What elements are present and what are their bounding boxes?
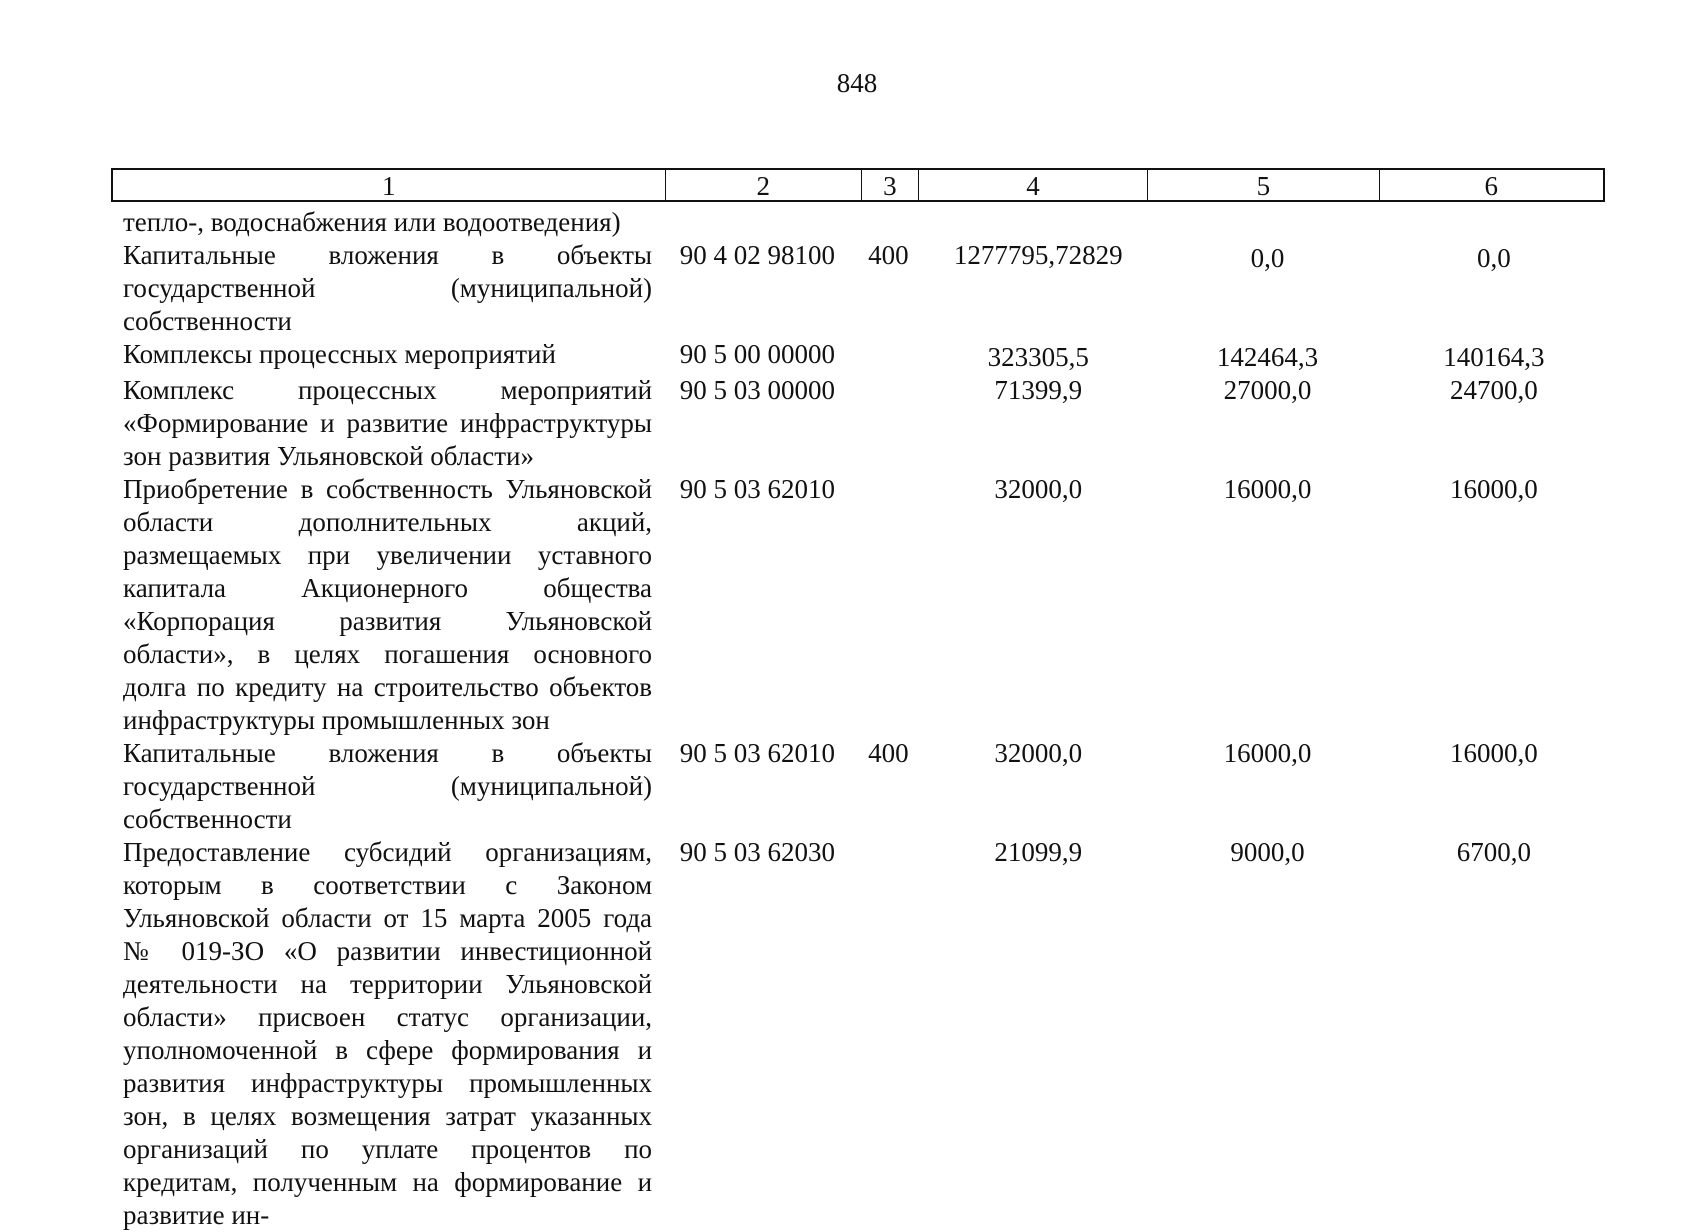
row-value-5: 16000,0	[1223, 474, 1312, 504]
row-code: 90 4 02 98100	[679, 240, 835, 270]
row-class: 400	[868, 240, 909, 270]
row-value-6: 16000,0	[1449, 738, 1538, 768]
row-name: Приобретение в собственность Ульяновской области дополнительных акций, размещаемых при увеличении уставного капитала Акционерного общества «Корпорация развития Ульяновской области», в целях погашения основного долга по кредиту на строительство объектов инфраструктуры промышленных зон	[123, 474, 653, 735]
row-name: тепло-, водоснабжения или водоотведения)	[123, 207, 621, 237]
header-col-1: 1	[113, 170, 666, 200]
table-row	[111, 239, 1605, 338]
row-code: 90 5 03 00000	[679, 375, 835, 405]
row-value-5: 142464,3	[1216, 342, 1319, 372]
row-name: Предоставление субсидий организациям, которым в соответствии с Законом Ульяновской области от 15 марта 2005 года № 019-ЗО «О развитии инвестиционной деятельности на территории Ульяновской области» присвоен статус организации, уполномоченной в сфере формирования и развития инфраструктуры промышленных зон, в целях возмещения затрат указанных организаций по уплате процентов по кредитам, полученным на формирование и развитие ин-	[123, 837, 653, 1230]
row-value-4: 1277795,72829	[953, 240, 1123, 270]
row-class	[853, 374, 924, 473]
row-value-4	[924, 206, 1152, 239]
row-code: 90 5 00 00000	[679, 339, 835, 369]
row-code: 90 5 03 62010	[679, 474, 835, 504]
row-value-4: 323305,5	[987, 342, 1089, 372]
row-value-6: 140164,3	[1443, 342, 1545, 372]
row-name: Капитальные вложения в объекты государственной (муниципальной) собственности	[123, 738, 653, 834]
row-value-6: 24700,0	[1449, 375, 1538, 405]
table-body	[111, 206, 1605, 1232]
row-name: Комплекс процессных мероприятий «Формирование и развитие инфраструктуры зон развития Ульяновской области»	[123, 375, 653, 471]
row-value-6: 6700,0	[1456, 837, 1531, 867]
row-value-6	[1383, 206, 1605, 239]
row-value-4: 32000,0	[994, 738, 1083, 768]
row-class: 400	[868, 738, 909, 768]
row-class	[853, 836, 924, 1232]
header-col-4: 4	[919, 170, 1148, 200]
table-header	[111, 168, 1605, 202]
row-code: 90 5 03 62030	[679, 837, 835, 867]
table-row	[111, 473, 1605, 737]
page-number: 848	[836, 68, 878, 98]
row-value-5: 27000,0	[1223, 375, 1312, 405]
row-code: 90 5 03 62010	[679, 738, 835, 768]
header-col-5: 5	[1148, 170, 1379, 200]
row-name: Капитальные вложения в объекты государственной (муниципальной) собственности	[123, 240, 653, 336]
row-class	[853, 473, 924, 737]
table-row	[111, 374, 1605, 473]
row-code	[662, 206, 853, 239]
row-value-4: 21099,9	[994, 837, 1083, 867]
table-row	[111, 338, 1605, 374]
header-col-2: 2	[666, 170, 862, 200]
row-value-5: 16000,0	[1223, 738, 1312, 768]
row-class	[853, 338, 924, 374]
table-row	[111, 836, 1605, 1232]
row-value-4: 32000,0	[994, 474, 1083, 504]
table-row	[111, 737, 1605, 836]
row-value-4: 71399,9	[994, 375, 1083, 405]
row-value-6: 0,0	[1476, 243, 1511, 273]
header-col-6: 6	[1484, 171, 1499, 201]
table-row	[111, 206, 1605, 239]
row-value-5: 0,0	[1250, 243, 1285, 273]
row-class	[853, 206, 924, 239]
row-name: Комплексы процессных мероприятий	[123, 339, 556, 369]
row-value-6: 16000,0	[1449, 474, 1538, 504]
row-value-5: 9000,0	[1230, 837, 1305, 867]
row-value-5	[1152, 206, 1382, 239]
header-col-3: 3	[862, 170, 919, 200]
